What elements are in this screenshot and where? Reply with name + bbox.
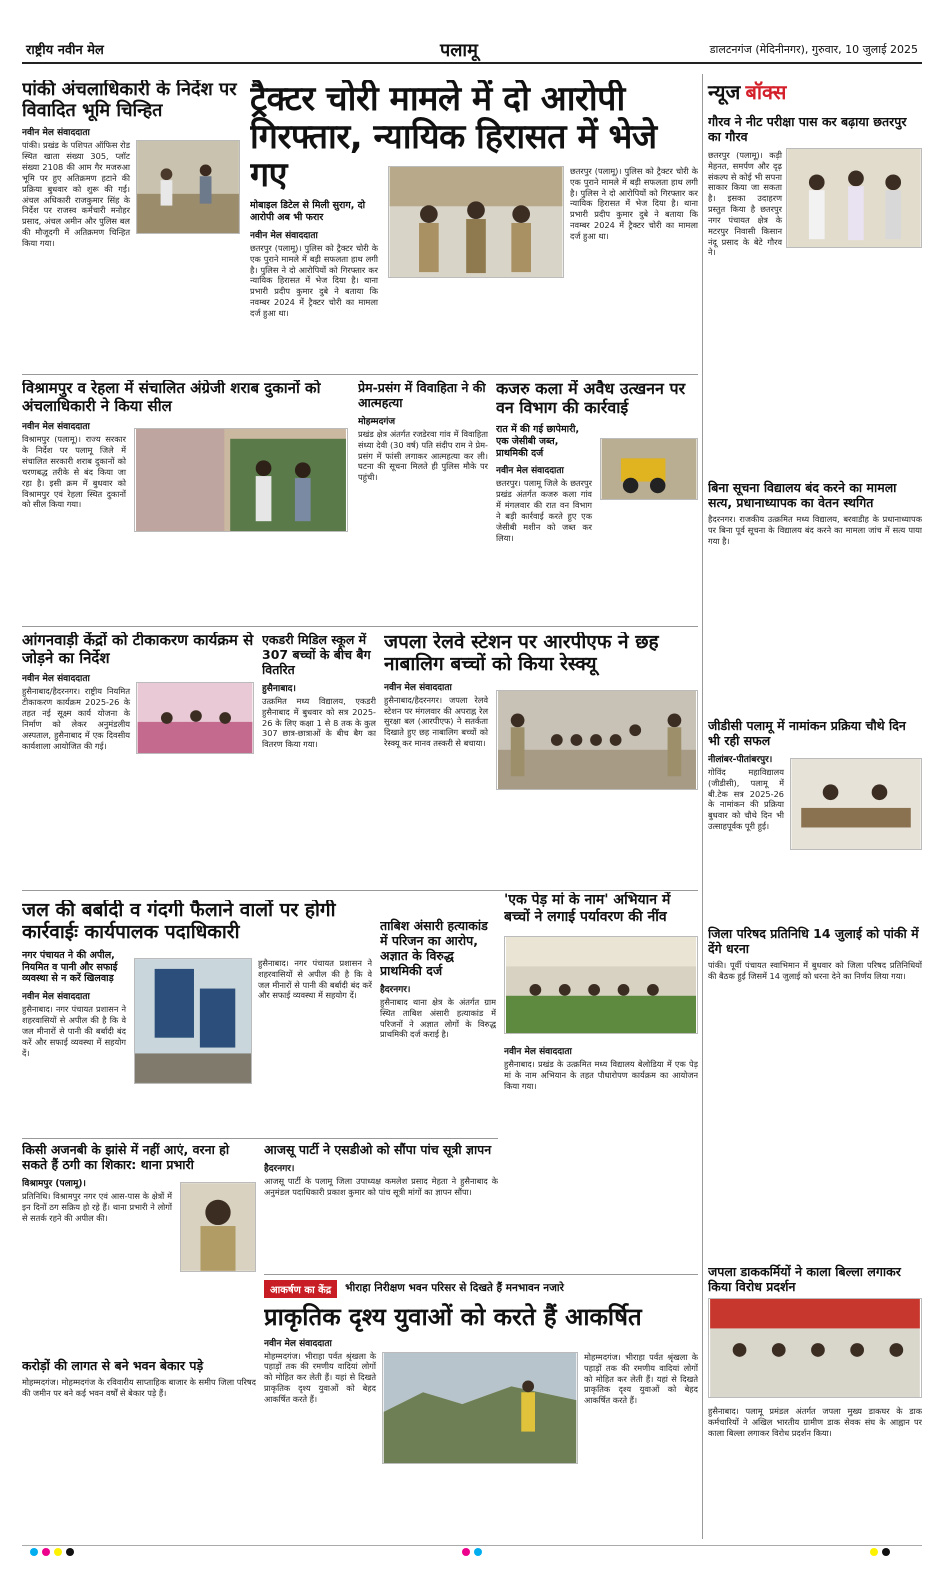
body: प्रतिनिधि। विश्रामपुर नगर एवं आस-पास के क्षेत्रों में इन दिनों ठग सक्रिय हो रहे हैं। थाना प्रभारी ने लोगों से सतर्क रहने की अपील की।	[22, 1191, 172, 1223]
byline: नवीन मेल संवाददाता	[22, 674, 90, 685]
body: हुसैनाबाद। प्रखंड के उत्क्रमित मध्य विद्यालय बेलोडिया में एक पेड़ मां के नाम अभियान के तहत पौधारोपण कार्यक्रम का आयोजन किया गया।	[504, 1059, 698, 1091]
byline: नवीन मेल संवाददाता	[384, 682, 452, 693]
body: उत्क्रमित मध्य विद्यालय, एकडरी हुसैनाबाद में बुधवार को सत्र 2025-26 के लिए कक्षा 1 से 8 तक के कुल 307 छात्र-छात्राओं के बीच बैग का वितरण किया गया।	[262, 696, 376, 750]
story-tree	[504, 892, 698, 1212]
body-cont: हुसैनाबाद। नगर पंचायत प्रशासन ने शहरवासियों से अपील की है कि वे जल मीनारों से पानी की बर्बादी बंद करें और सफाई व्यवस्था में सहयोग दें।	[258, 958, 372, 1001]
story-liquor	[22, 380, 352, 588]
headline: कजरु कला में अवैध उत्खनन पर वन विभाग की कार्रवाई	[496, 380, 686, 417]
story-love	[358, 380, 488, 588]
row-rule	[264, 1274, 698, 1275]
headline: आजसू पार्टी ने एसडीओ को सौंपा पांच सूत्री ज्ञापन	[264, 1142, 492, 1157]
body: छतरपुर (पलामू)। पुलिस को ट्रैक्टर चोरी के एक पुराने मामले में बड़ी सफलता हाथ लगी है। पुलिस ने दो आरोपियों को गिरफ्तार कर न्यायिक हिरासत में भेज दिया है। थाना प्रभारी प्रदीप कुमार दुबे ने बताया कि नवम्बर 2024 में ट्रैक्टर चोरी का मामला दर्ज हुआ था।	[250, 242, 378, 318]
headline: किसी अजनबी के झांसे में नहीं आएं, वरना हो सकते हैं ठगी का शिकार: थाना प्रभारी	[22, 1142, 230, 1172]
byline: हैदरनगर।	[380, 985, 411, 995]
headline: जीडीसी पलामू में नामांकन प्रक्रिया चौथे दिन भी रही सफल	[708, 718, 906, 748]
black-mark	[882, 1548, 890, 1556]
neet-photo	[786, 148, 922, 248]
plantation-photo	[504, 936, 698, 1034]
section-name: पलामू	[440, 40, 478, 61]
story-water	[22, 900, 372, 1134]
cyan-mark	[474, 1548, 482, 1556]
body-cont: छतरपुर (पलामू)। पुलिस को ट्रैक्टर चोरी के एक पुराने मामले में बड़ी सफलता हाथ लगी है। पुलिस ने दो आरोपियों को गिरफ्तार कर न्यायिक हिरासत में भेज दिया है। थाना प्रभारी प्रदीप कुमार दुबे ने बताया कि नवम्बर 2024 में ट्रैक्टर चोरी का मामला दर्ज हुआ था।	[570, 166, 698, 241]
body: हैदरनगर। राजकीय उत्क्रमित मध्य विद्यालय, बरवाडीह के प्रधानाध्यापक पर बिना पूर्व सूचना के विद्यालय बंद करने का मामला जांच में सत्य पाया गया है।	[708, 514, 922, 546]
body: छतरपुर (पलामू)। कड़ी मेहनत, समर्पण और दृढ़ संकल्प से कोई भी सपना साकार किया जा सकता है। इसका उदाहरण प्रस्तुत किया है छतरपुर नगर पंचायत क्षेत्र के मटरपुर निवासी किसान नंदू प्रसाद के बेटे गौरव ने।	[708, 150, 782, 258]
body: विश्रामपुर (पलामू)। राज्य सरकार के निर्देश पर पलामू जिले में संचालित सरकारी शराब दुकानों को चरणबद्ध तरीके से बंद किया जा रहा है। इसी क्रम में बुधवार को विश्रामपुर एवं रेहला स्थित दुकानों को सील किया गया।	[22, 434, 126, 510]
body: हुसैनाबाद थाना क्षेत्र के अंतर्गत ग्राम स्थित ताबिश अंसारी हत्याकांड में परिजनों ने अज्ञात लोगों के विरुद्ध प्राथमिकी दर्ज कराई है।	[380, 997, 496, 1040]
story-tractor	[250, 80, 698, 370]
headline: पांकी अंचलाधिकारी के निर्देश पर विवादित भूमि चिन्हित	[22, 80, 237, 121]
headline: ट्रैक्टर चोरी मामले में दो आरोपी गिरफ्तार, न्यायिक हिरासत में भेजे गए	[250, 80, 657, 196]
story-anganwadi	[22, 632, 254, 882]
officer-photo	[180, 1182, 256, 1272]
body: गोविंद महाविद्यालय (जीडीसी), पलामू में बी.टेक सत्र 2025-26 के नामांकन की प्रक्रिया बुधवार को चौथे दिन भी उत्साहपूर्वक पूरी हुई।	[708, 767, 784, 832]
body: प्रखंड क्षेत्र अंतर्गत रजडेरवा गांव में विवाहिता संध्या देवी (30 वर्ष) पति संदीप राम ने प्रेम-प्रसंग में फांसी लगाकर आत्महत्या कर ली। घटना की सूचना मिलते ही पुलिस मौके पर पहुंची।	[358, 429, 488, 483]
headline: गौरव ने नीट परीक्षा पास कर बढ़ाया छतरपुर का गौरव	[708, 114, 907, 144]
headline: जिला परिषद प्रतिनिधि 14 जुलाई को पांकी में देंगे धरना	[708, 926, 919, 956]
headline: आंगनवाड़ी केंद्रों को टीकाकरण कार्यक्रम से जोड़ने का निर्देश	[22, 632, 254, 667]
feature-tag: आकर्षण का केंद्र	[264, 1280, 337, 1298]
paper-name: राष्ट्रीय नवीन मेल	[26, 43, 104, 58]
headline: जल की बर्बादी व गंदगी फैलाने वालों पर होगी कार्रवाईः कार्यपालक पदाधिकारी	[22, 900, 336, 943]
police-photo	[388, 166, 564, 278]
byline: नवीन मेल संवाददाता	[264, 1338, 332, 1349]
side-neet	[708, 114, 922, 474]
byline: नवीन मेल संवाददाता	[504, 1047, 572, 1057]
masthead	[22, 34, 922, 64]
headline: जपला रेलवे स्टेशन पर आरपीएफ ने छह नाबालिग बच्चों को किया रेस्क्यू	[384, 632, 659, 675]
body: मोहम्मदगंज। भीराहा पर्वत श्रृंखला के पहाड़ों तक की रमणीय वादियां लोगों को मोहित कर लेती हैं। यहां से दिखते प्राकृतिक दृश्य युवाओं को बेहद आकर्षित करते हैं।	[264, 1350, 376, 1404]
row-rule	[22, 374, 698, 375]
kicker: मोबाइल डिटेल से मिली सुराग, दो आरोपी अब भी फरार	[250, 200, 366, 224]
byline: नीलांबर-पीतांबरपुर।	[708, 755, 773, 765]
body: पांकी। प्रखंड के पशिपत ऑफिस रोड स्थित खाता संख्या 305, प्लॉट संख्या 2108 की आम गैर मजरुआ भूमि पर हुए अतिक्रमण हटाने की प्रक्रिया बुधवार को शुरू की गई। अंचल अधिकारी राजकुमार सिंह के निर्देश पर राजस्व कर्मचारी मनोहर प्रसाद, अंचल अमीन और पुलिस बल की मौजूदगी में अतिक्रमण चिन्हित किया गया।	[22, 140, 130, 248]
body: छतरपुर। पलामू जिले के छतरपुर प्रखंड अंतर्गत कजरु कला गांव में मंगलवार की रात वन विभाग ने बड़ी कार्रवाई करते हुए एक जेसीबी मशीन को जब्त कर लिया।	[496, 478, 592, 543]
byline: मोहम्मदगंज	[358, 417, 396, 427]
byline: नवीन मेल संवाददाता	[250, 230, 318, 241]
byline: नवीन मेल संवाददाता	[22, 422, 90, 433]
dateline: डालटनगंज (मेदिनीनगर), गुरुवार, 10 जुलाई 2025	[709, 43, 918, 56]
row-rule	[22, 890, 698, 891]
byline: नवीन मेल संवाददाता	[496, 466, 564, 477]
side-protest	[708, 926, 922, 1158]
yellow-mark	[870, 1548, 878, 1556]
column-rule	[702, 74, 703, 1539]
yellow-mark	[54, 1548, 62, 1556]
news-box-word2: बॉक्स	[745, 80, 787, 104]
land-photo	[136, 140, 240, 234]
story-rpf	[384, 632, 698, 882]
story-school-bags	[262, 632, 376, 882]
side-school	[708, 480, 922, 712]
kicker: रात में की गई छापेमारी, एक जेसीबी जब्त, प्राथमिकी दर्ज	[496, 423, 580, 459]
headline: बिना सूचना विद्यालय बंद करने का मामला सत्य, प्रधानाध्यापक का वेतन स्थगित	[708, 480, 897, 510]
row-rule	[22, 1138, 498, 1139]
body: हुसैनाबाद। पलामू प्रमंडल अंतर्गत जपला मुख्य डाकघर के डाक कर्मचारियों ने अखिल भारतीय ग्रामीण डाक सेवक संघ के आह्वान पर काला बिल्ला लगाकर विरोध प्रदर्शन किया।	[708, 1406, 922, 1438]
registration-strip	[22, 1545, 922, 1557]
news-box-header	[708, 78, 922, 112]
cyan-mark	[30, 1548, 38, 1556]
body: हुसैनाबाद/हैदरनगर। राष्ट्रीय नियमित टीकाकरण कार्यक्रम 2025-26 के तहत नई सूक्ष्म कार्य योजना के निर्माण को लेकर अनुमंडलीय अस्पताल, हुसैनाबाद में एक दिवसीय कार्यशाला आयोजित की गई।	[22, 686, 130, 751]
body: हुसैनाबाद/हैदरनगर। जपला रेलवे स्टेशन पर मंगलवार की अपराह्न रेल सुरक्षा बल (आरपीएफ) ने सतर्कता दिखाते हुए छह नाबालिग बच्चों को रेस्क्यू कर मानव तस्करी से बचाया।	[384, 694, 488, 748]
headline: एकडरी मिडिल स्कूल में 307 बच्चों के बीच बैग वितरित	[262, 632, 371, 677]
magenta-mark	[462, 1548, 470, 1556]
story-mining	[496, 380, 698, 588]
feature-kicker: भीराहा निरीक्षण भवन परिसर से दिखते हैं मनभावन नजारे	[345, 1282, 564, 1295]
water-tank-photo	[134, 958, 252, 1084]
news-box-word1: न्यूज	[708, 80, 741, 104]
row-rule	[22, 626, 698, 627]
story-fraud	[22, 1142, 256, 1352]
byline: नवीन मेल संवाददाता	[22, 128, 90, 139]
magenta-mark	[42, 1548, 50, 1556]
side-college	[708, 718, 922, 920]
story-land	[22, 80, 240, 370]
headline: विश्रामपुर व रेहला में संचालित अंग्रेजी शराब दुकानों को अंचलाधिकारी ने किया सील	[22, 380, 321, 415]
headline: प्रेम-प्रसंग में विवाहिता ने की आत्महत्या	[358, 380, 486, 410]
body: मोहम्मदगंज। मोहम्मदगंज के रविवारीय साप्ताहिक बाजार के समीप जिला परिषद की जमीन पर बने कई भवन वर्षों से बेकार पड़े हैं।	[22, 1377, 256, 1398]
byline: हैदरनगर।	[264, 1164, 295, 1174]
body: पांकी। पूर्वी पंचायत स्वाभिमान में बुधवार को जिला परिषद प्रतिनिधियों की बैठक हुई जिसमें 14 जुलाई को धरना देने का निर्णय लिया गया।	[708, 960, 922, 981]
landscape-photo	[382, 1352, 578, 1464]
college-photo	[790, 758, 922, 850]
liquor-shop-photo	[134, 428, 348, 532]
postal-protest-photo	[708, 1298, 922, 1398]
rpf-rescue-photo	[496, 690, 698, 790]
body: आजसू पार्टी के पलामू जिला उपाध्यक्ष कमलेश प्रसाद मेहता ने हुसैनाबाद के अनुमंडल पदाधिकारी प्रकाश कुमार को पांच सूत्री मांगों का ज्ञापन सौंपा।	[264, 1176, 498, 1197]
byline: हुसैनाबाद।	[262, 684, 296, 694]
story-court	[264, 1142, 498, 1272]
jcb-photo	[600, 438, 698, 500]
kicker: नगर पंचायत ने की अपील, नियमित व पानी और सफाई व्यवस्था से न करें खिलवाड़	[22, 949, 118, 985]
headline: करोड़ों की लागत से बने भवन बेकार पड़े	[22, 1358, 204, 1373]
headline: जपला डाककर्मियों ने काला बिल्ला लगाकर किया विरोध प्रदर्शन	[708, 1264, 901, 1294]
story-tabish	[380, 918, 496, 1134]
headline: ताबिश अंसारी हत्याकांड में परिजन का आरोप, अज्ञात के विरुद्ध प्राथमिकी दर्ज	[380, 918, 488, 978]
byline: विश्रामपुर (पलामू)।	[22, 1179, 86, 1189]
side-postal	[708, 1264, 922, 1538]
byline: नवीन मेल संवाददाता	[22, 992, 90, 1003]
story-bhavan	[22, 1358, 256, 1528]
workshop-photo	[136, 682, 254, 754]
headline: 'एक पेड़ मां के नाम' अभियान में बच्चों ने लगाई पर्यावरण की नींव	[504, 892, 671, 925]
headline: प्राकृतिक दृश्य युवाओं को करते हैं आकर्षित	[264, 1303, 642, 1331]
newspaper-page	[22, 34, 922, 1539]
body-cont: मोहम्मदगंज। भीराहा पर्वत श्रृंखला के पहाड़ों तक की रमणीय वादियां लोगों को मोहित कर लेती हैं। यहां से दिखते प्राकृतिक दृश्य युवाओं को बेहद आकर्षित करते हैं।	[584, 1352, 698, 1406]
story-feature	[264, 1280, 698, 1538]
body: हुसैनाबाद। नगर पंचायत प्रशासन ने शहरवासियों से अपील की है कि वे जल मीनारों से पानी की बर्बादी बंद करें और सफाई व्यवस्था में सहयोग दें।	[22, 1004, 126, 1058]
black-mark	[66, 1548, 74, 1556]
